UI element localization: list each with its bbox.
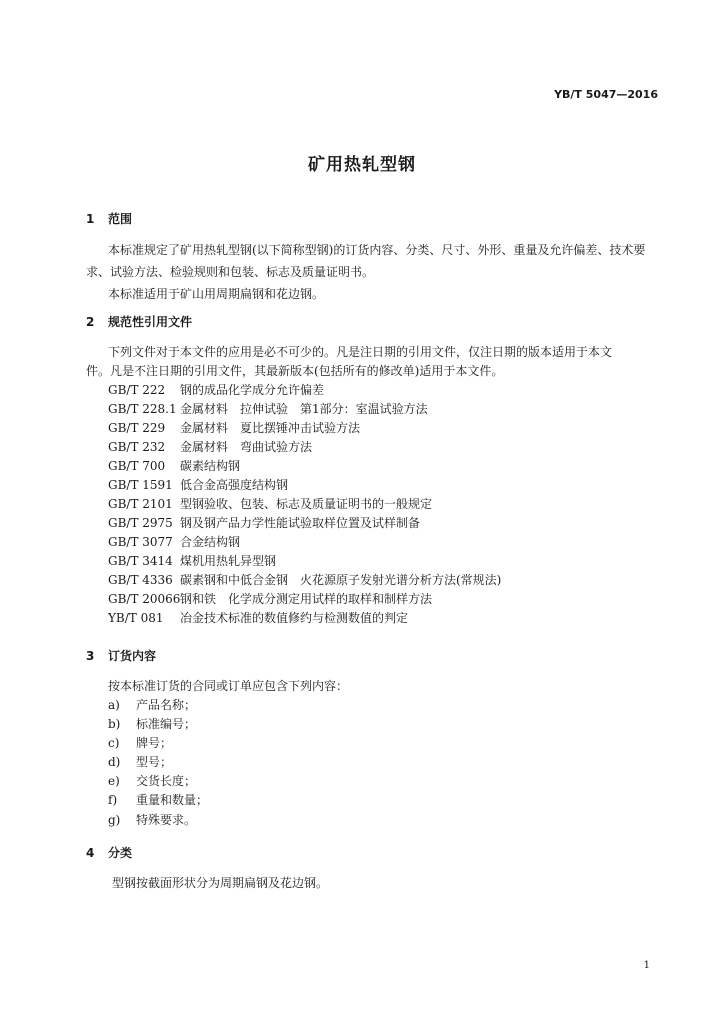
reference-code: GB/T 3077 bbox=[108, 535, 173, 549]
reference-title: 钢和铁 化学成分测定用试样的取样和制样方法 bbox=[180, 592, 433, 606]
reference-title: 碳素结构钢 bbox=[180, 459, 241, 473]
reference-item bbox=[108, 514, 420, 531]
section-number: 2 bbox=[86, 315, 95, 329]
reference-item bbox=[108, 457, 240, 474]
list-item bbox=[108, 791, 208, 808]
list-item bbox=[108, 753, 172, 770]
reference-item bbox=[108, 438, 312, 455]
page-number: 1 bbox=[643, 960, 650, 971]
section-2-heading bbox=[86, 313, 192, 330]
reference-title: 冶金技术标准的数值修约与检测数值的判定 bbox=[180, 611, 409, 625]
document-code: YB/T 5047—2016 bbox=[554, 88, 658, 101]
list-item-text: 牌号； bbox=[136, 736, 173, 750]
section-title: 分类 bbox=[108, 846, 133, 860]
section-4-heading bbox=[86, 844, 132, 861]
paragraph-line: 按本标准订货的合同或订单应包含下列内容： bbox=[108, 679, 349, 693]
section-3-heading bbox=[86, 647, 156, 664]
list-item-text: 型号； bbox=[136, 755, 173, 769]
reference-code: GB/T 3414 bbox=[108, 554, 173, 568]
section-number: 4 bbox=[86, 846, 95, 860]
reference-item bbox=[108, 552, 276, 569]
reference-code: GB/T 2975 bbox=[108, 516, 173, 530]
reference-title: 钢及钢产品力学性能试验取样位置及试样制备 bbox=[180, 516, 421, 530]
paragraph-line: 求、试验方法、检验规则和包装、标志及质量证明书。 bbox=[86, 265, 375, 279]
section-1-heading bbox=[86, 210, 132, 227]
reference-title: 型钢验收、包装、标志及质量证明书的一般规定 bbox=[180, 497, 433, 511]
section-title: 订货内容 bbox=[108, 649, 157, 663]
document-title: 矿用热轧型钢 bbox=[308, 155, 416, 175]
reference-code: GB/T 700 bbox=[108, 459, 166, 473]
reference-title: 合金结构钢 bbox=[180, 535, 241, 549]
list-item-label: f) bbox=[108, 793, 118, 807]
list-item-label: c) bbox=[108, 736, 120, 750]
reference-code: GB/T 232 bbox=[108, 440, 166, 454]
reference-code: GB/T 229 bbox=[108, 421, 166, 435]
list-item-text: 交货长度； bbox=[136, 774, 197, 788]
reference-code: GB/T 2101 bbox=[108, 497, 173, 511]
list-item-label: d) bbox=[108, 755, 121, 769]
list-item-text: 重量和数量； bbox=[136, 793, 209, 807]
list-item-label: a) bbox=[108, 698, 120, 712]
reference-code: GB/T 222 bbox=[108, 383, 166, 397]
paragraph-line: 件。凡是不注日期的引用文件，其最新版本(包括所有的修改单)适用于本文件。 bbox=[86, 364, 504, 378]
reference-title: 钢的成品化学成分允许偏差 bbox=[180, 383, 325, 397]
section-title: 规范性引用文件 bbox=[108, 315, 193, 329]
reference-item bbox=[108, 590, 432, 607]
reference-code: GB/T 20066 bbox=[108, 592, 181, 606]
paragraph-line: 下列文件对于本文件的应用是必不可少的。凡是注日期的引用文件，仅注日期的版本适用于本文 bbox=[108, 345, 613, 359]
list-item-text: 产品名称； bbox=[136, 698, 197, 712]
reference-item bbox=[108, 381, 324, 398]
reference-item bbox=[108, 495, 432, 512]
list-item-text: 特殊要求。 bbox=[136, 813, 197, 827]
list-item bbox=[108, 715, 196, 732]
list-item bbox=[108, 772, 196, 789]
reference-item bbox=[108, 609, 408, 626]
list-item-text: 标准编号； bbox=[136, 717, 197, 731]
reference-item bbox=[108, 533, 240, 550]
reference-item bbox=[108, 400, 428, 417]
reference-title: 金属材料 拉伸试验 第1部分：室温试验方法 bbox=[180, 402, 428, 416]
reference-title: 金属材料 弯曲试验方法 bbox=[180, 440, 313, 454]
reference-title: 金属材料 夏比摆锤冲击试验方法 bbox=[180, 421, 361, 435]
reference-title: 碳素钢和中低合金钢 火花源原子发射光谱分析方法(常规法) bbox=[180, 573, 502, 587]
paragraph-line: 本标准适用于矿山用周期扁钢和花边钢。 bbox=[108, 287, 325, 301]
reference-code: YB/T 081 bbox=[108, 611, 164, 625]
reference-code: GB/T 1591 bbox=[108, 478, 173, 492]
reference-item bbox=[108, 571, 501, 588]
reference-code: GB/T 4336 bbox=[108, 573, 173, 587]
list-item bbox=[108, 734, 172, 751]
reference-title: 低合金高强度结构钢 bbox=[180, 478, 289, 492]
paragraph-line: 型钢按截面形状分为周期扁钢及花边钢。 bbox=[112, 876, 329, 890]
reference-item bbox=[108, 476, 288, 493]
list-item bbox=[108, 696, 196, 713]
section-number: 3 bbox=[86, 649, 95, 663]
reference-title: 煤机用热轧异型钢 bbox=[180, 554, 277, 568]
list-item bbox=[108, 811, 196, 828]
reference-code: GB/T 228.1 bbox=[108, 402, 177, 416]
list-item-label: e) bbox=[108, 774, 120, 788]
paragraph-line: 本标准规定了矿用热轧型钢(以下简称型钢)的订货内容、分类、尺寸、外形、重量及允许偏差、技术要 bbox=[108, 243, 646, 257]
reference-item bbox=[108, 419, 360, 436]
list-item-label: b) bbox=[108, 717, 121, 731]
section-title: 范围 bbox=[108, 212, 133, 226]
section-number: 1 bbox=[86, 212, 95, 226]
list-item-label: g) bbox=[108, 813, 121, 827]
